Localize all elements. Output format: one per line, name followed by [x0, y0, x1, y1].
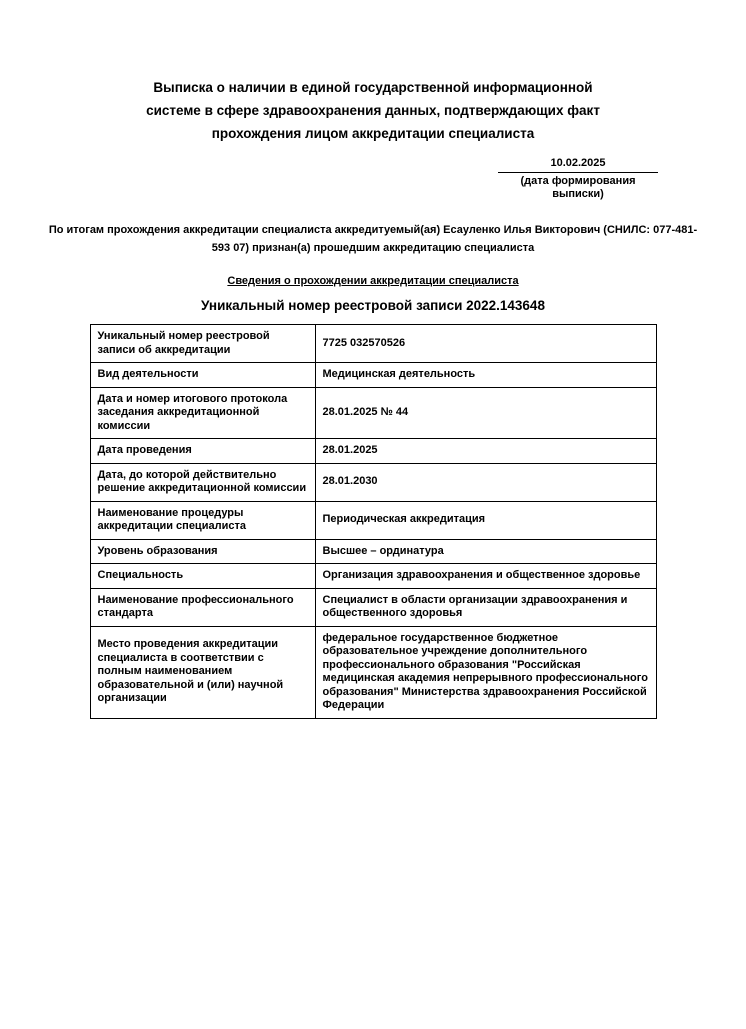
extract-date-caption: (дата формирования выписки) — [520, 175, 636, 200]
table-row — [90, 363, 656, 388]
row-value: Организация здравоохранения и общественное здоровье — [315, 564, 656, 589]
intro-paragraph-line: По итогам прохождения аккредитации специалиста аккредитуемый(ая) Есауленко Илья Викторович (СНИЛС: 077-481- — [48, 224, 698, 236]
table-row — [90, 325, 656, 363]
document-title-line: системе в сфере здравоохранения данных, подтверждающих факт — [146, 103, 600, 118]
document-title — [0, 0, 746, 145]
table-row — [90, 539, 656, 564]
row-label: Дата и номер итогового протокола заседания аккредитационной комиссии — [90, 387, 315, 439]
row-label: Наименование процедуры аккредитации специалиста — [90, 501, 315, 539]
document-title-line: Выписка о наличии в единой государственной информационной — [153, 80, 593, 95]
table-row — [90, 588, 656, 626]
table-row — [90, 564, 656, 589]
table-row — [90, 626, 656, 718]
row-label: Дата проведения — [90, 439, 315, 464]
table-row — [90, 387, 656, 439]
intro-paragraph-line: 593 07) признан(а) прошедшим аккредитацию специалиста — [211, 242, 535, 254]
accreditation-table — [90, 324, 657, 719]
row-value: 7725 032570526 — [315, 325, 656, 363]
row-label: Специальность — [90, 564, 315, 589]
row-label: Наименование профессионального стандарта — [90, 588, 315, 626]
row-label: Дата, до которой действительно решение аккредитационной комиссии — [90, 463, 315, 501]
table-row — [90, 501, 656, 539]
row-value: Медицинская деятельность — [315, 363, 656, 388]
row-label: Уникальный номер реестровой записи об аккредитации — [90, 325, 315, 363]
row-value: Периодическая аккредитация — [315, 501, 656, 539]
row-value: Специалист в области организации здравоохранения и общественного здоровья — [315, 588, 656, 626]
intro-paragraph — [0, 221, 746, 257]
row-label: Уровень образования — [90, 539, 315, 564]
row-value: 28.01.2030 — [315, 463, 656, 501]
row-label: Место проведения аккредитации специалиста в соответствии с полным наименованием образовательной и (или) научной организации — [90, 626, 315, 718]
table-row — [90, 439, 656, 464]
extract-date: 10.02.2025 — [498, 157, 658, 173]
registry-number-heading: Уникальный номер реестровой записи 2022.143648 — [201, 298, 545, 313]
row-value: 28.01.2025 — [315, 439, 656, 464]
table-row — [90, 463, 656, 501]
row-value: 28.01.2025 № 44 — [315, 387, 656, 439]
row-label: Вид деятельности — [90, 363, 315, 388]
section-heading: Сведения о прохождении аккредитации специалиста — [227, 275, 519, 287]
row-value: Высшее – ординатура — [315, 539, 656, 564]
extract-date-block — [498, 157, 658, 201]
row-value: федеральное государственное бюджетное образовательное учреждение дополнительного профессионального образования "Российская медицинская академия непрерывного профессионального образования" Министерства здравоохранения Российской Федерации — [315, 626, 656, 718]
document-title-line: прохождения лицом аккредитации специалиста — [211, 126, 535, 141]
